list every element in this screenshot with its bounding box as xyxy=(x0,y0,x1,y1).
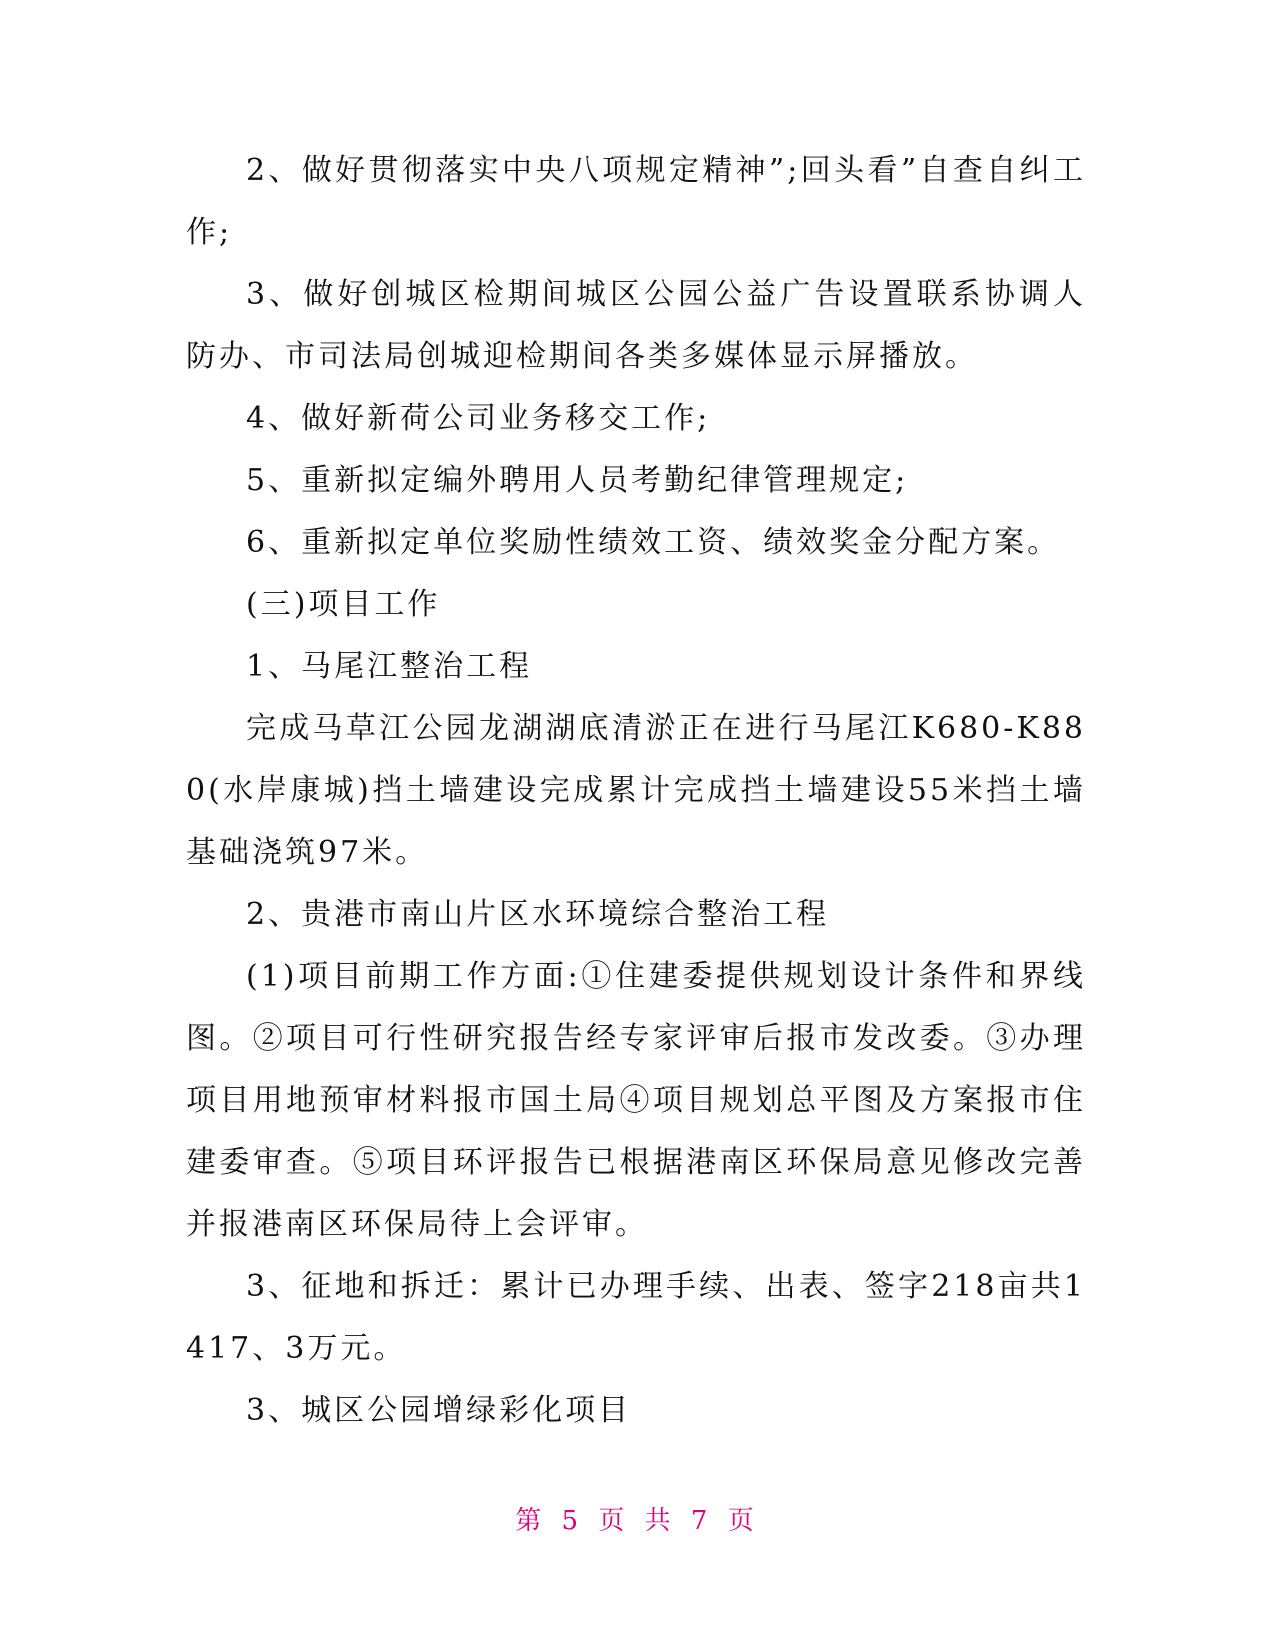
subheading-park-greening: 3、城区公园增绿彩化项目 xyxy=(246,1393,632,1428)
paragraph-item-6: 6、重新拟定单位奖励性绩效工资、绩效奖金分配方案。 xyxy=(246,525,1061,560)
paragraph-item-2: 2、做好贯彻落实中央八项规定精神”;回头看”自查自纠工作; xyxy=(186,153,1086,250)
document-body xyxy=(186,140,1086,1442)
paragraph-project-preliminary: (1)项目前期工作方面:①住建委提供规划设计条件和界线图。②项目可行性研究报告经专家评审后报市发改委。③办理项目用地预审材料报市国土局④项目规划总平图及方案报市住建委审查。⑤项目环评报告已根据港南区环保局意见修改完善并报港南区环保局待上会评审。 xyxy=(186,959,1086,1242)
page-number-text: 第 5 页 共 7 页 xyxy=(515,1506,760,1536)
paragraph-item-3: 3、做好创城区检期间城区公园公益广告设置联系协调人防办、市司法局创城迎检期间各类多媒体显示屏播放。 xyxy=(186,277,1086,374)
section-heading-project-work: (三)项目工作 xyxy=(246,587,441,622)
subheading-nanshan-water: 2、贵港市南山片区水环境综合整治工程 xyxy=(246,897,830,932)
paragraph-maweijiang-progress: 完成马草江公园龙湖湖底清淤正在进行马尾江K680-K880(水岸康城)挡土墙建设完成累计完成挡土墙建设55米挡土墙基础浇筑97米。 xyxy=(186,711,1086,870)
subheading-maweijiang: 1、马尾江整治工程 xyxy=(246,649,533,684)
paragraph-item-4: 4、做好新荷公司业务移交工作; xyxy=(246,401,711,436)
page-footer xyxy=(0,1500,1275,1537)
paragraph-item-5: 5、重新拟定编外聘用人员考勤纪律管理规定; xyxy=(246,463,909,498)
paragraph-land-acquisition: 3、征地和拆迁：累计已办理手续、出表、签字218亩共1417、3万元。 xyxy=(186,1269,1086,1366)
